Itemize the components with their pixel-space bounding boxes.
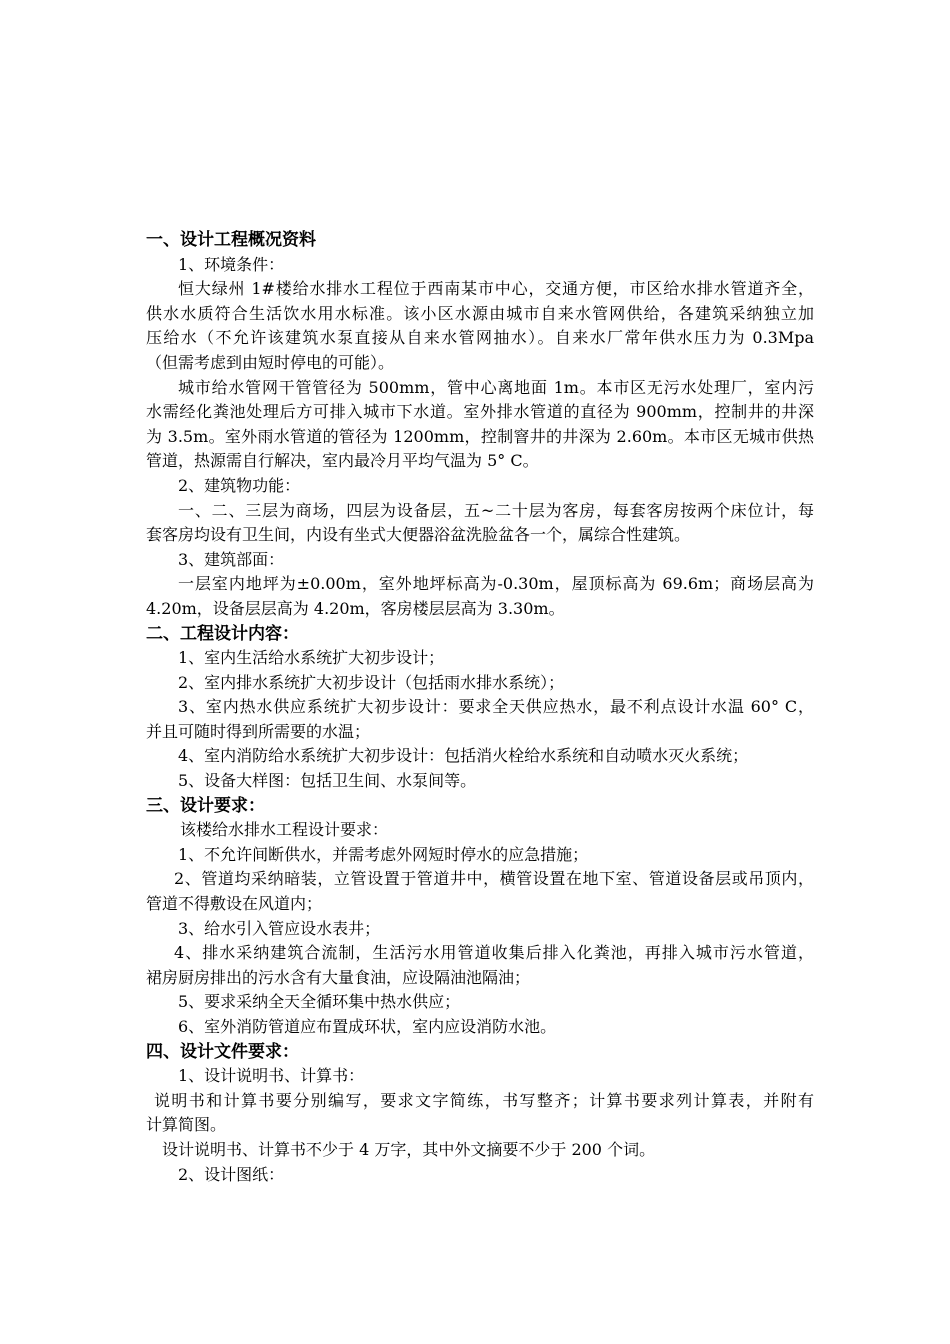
list-item: 5、要求采纳全天全循环集中热水供应；	[178, 992, 461, 1012]
section-heading-3: 三、设计要求：	[146, 795, 265, 816]
list-item: 5、设备大样图：包括卫生间、水泵间等。	[178, 771, 477, 791]
list-item: 管道不得敷设在风道内；	[146, 894, 323, 914]
document-page	[146, 228, 814, 1187]
list-item: 裙房厨房排出的污水含有大量食油，应设隔油池隔油；	[146, 967, 531, 987]
paragraph-line: 为 3.5m。室外雨水管道的管径为 1200mm，控制窨井的井深为 2.60m。本市区无城市供热	[146, 426, 814, 446]
list-item: 4、排水采纳建筑合流制，生活污水用管道收集后排入化粪池，再排入城市污水管道，	[174, 943, 814, 963]
paragraph-line: （但需考虑到由短时停电的可能）。	[146, 352, 395, 372]
section-heading-4: 四、设计文件要求：	[146, 1041, 299, 1062]
section-heading-2: 二、工程设计内容：	[146, 623, 299, 644]
paragraph-line: 套客房均设有卫生间，内设有坐式大便器浴盆洗脸盆各一个，属综合性建筑。	[146, 525, 691, 545]
list-item: 说明书和计算书要分别编写，要求文字简练，书写整齐；计算书要求列计算表，并附有	[154, 1090, 814, 1110]
list-item: 6、室外消防管道应布置成环状，室内应设消防水池。	[178, 1017, 557, 1036]
list-item: 2、室内排水系统扩大初步设计（包括雨水排水系统）；	[178, 672, 565, 692]
paragraph-line: 一层室内地坪为±0.00m，室外地坪标高为-0.30m，屋顶标高为 69.6m；商场层高为	[178, 574, 814, 594]
paragraph-line: 4.20m，设备层层高为 4.20m，客房楼层层高为 3.30m。	[146, 598, 565, 618]
list-item: 3、给水引入管应设水表井；	[178, 918, 381, 938]
paragraph-line: 供水水质符合生活饮水用水标准。该小区水源由城市自来水管网供给，各建筑采纳独立加	[146, 303, 814, 323]
list-item: 并且可随时得到所需要的水温；	[146, 721, 371, 741]
section-title: 3、建筑部面：	[178, 549, 285, 569]
list-item: 4、室内消防给水系统扩大初步设计：包括消火栓给水系统和自动喷水灭火系统；	[178, 746, 749, 766]
paragraph-line: 城市给水管网干管管径为 500mm，管中心离地面 1m。本市区无污水处理厂，室内污	[178, 377, 814, 397]
list-item: 计算简图。	[146, 1115, 227, 1135]
env-title: 1、环境条件：	[178, 254, 285, 274]
list-item: 1、设计说明书、计算书：	[178, 1066, 365, 1086]
list-item: 设计说明书、计算书不少于 4 万字，其中外文摘要不少于 200 个词。	[162, 1139, 656, 1159]
function-title: 2、建筑物功能：	[178, 475, 301, 495]
requirements-intro: 该楼给水排水工程设计要求：	[180, 820, 389, 840]
list-item: 1、不允许间断供水，并需考虑外网短时停水的应急措施；	[178, 844, 589, 864]
list-item: 3、室内热水供应系统扩大初步设计：要求全天供应热水，最不利点设计水温 60° C，	[178, 697, 814, 717]
paragraph-line: 压给水（不允许该建筑水泵直接从自来水管网抽水）。自来水厂常年供水压力为 0.3Mpa	[146, 328, 814, 348]
paragraph-line: 一、二、三层为商场，四层为设备层，五~二十层为客房，每套客房按两个床位计，每	[178, 500, 814, 520]
section-heading-1: 一、设计工程概况资料	[146, 230, 316, 250]
paragraph-line: 管道，热源需自行解决，室内最冷月平均气温为 5° C。	[146, 451, 539, 471]
paragraph-line: 恒大绿州 1#楼给水排水工程位于西南某市中心，交通方便，市区给水排水管道齐全，	[178, 279, 814, 299]
list-item: 2、设计图纸：	[178, 1164, 285, 1184]
list-item: 1、室内生活给水系统扩大初步设计；	[178, 648, 445, 668]
paragraph-line: 水需经化粪池处理后方可排入城市下水道。室外排水管道的直径为 900mm，控制井的井深	[146, 402, 814, 422]
list-item: 2、管道均采纳暗装，立管设置于管道井中，横管设置在地下室、管道设备层或吊顶内，	[174, 869, 814, 889]
